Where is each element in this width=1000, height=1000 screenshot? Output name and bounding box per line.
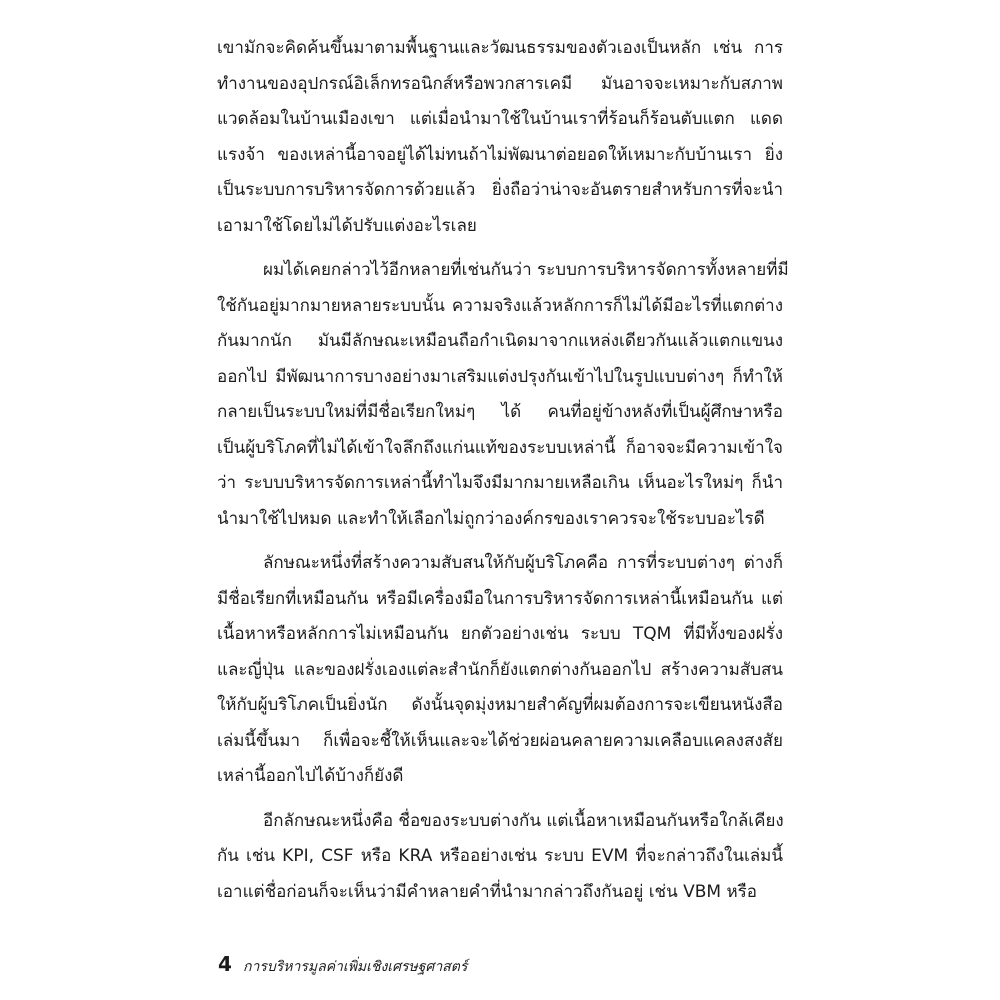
- page-footer: [218, 952, 467, 978]
- paragraph-gap: [217, 244, 783, 253]
- text-line: กัน เช่น KPI, CSF หรือ KRA หรืออย่างเช่น ระบบ EVM ที่จะกล่าวถึงในเล่มนี้: [217, 846, 783, 866]
- text-line: เล่มนี้ขึ้นมา ก็เพื่อจะชี้ให้เห็นและจะได้ช่วยผ่อนคลายความเคลือบแคลงสงสัย: [217, 730, 783, 751]
- text-line: กลายเป็นระบบใหม่ที่มีชื่อเรียกใหม่ๆ ได้ คนที่อยู่ข้างหลังที่เป็นผู้ศึกษาหรือ: [217, 402, 783, 422]
- text-line: ออกไป มีพัฒนาการบางอย่างมาเสริมแต่งปรุงกันเข้าไปในรูปแบบต่างๆ ก็ทำให้: [217, 366, 783, 387]
- text-line: เนื้อหาหรือหลักการไม่เหมือนกัน ยกตัวอย่างเช่น ระบบ TQM ที่มีทั้งของฝรั่ง: [217, 624, 783, 644]
- text-line: เหล่านี้ออกไปได้บ้างก็ยังดี: [217, 766, 404, 786]
- text-line: ทำงานของอุปกรณ์อิเล็กทรอนิกส์หรือพวกสารเคมี มันอาจจะเหมาะกับสภาพ: [217, 73, 783, 94]
- text-line: แรงจ้า ของเหล่านี้อาจอยู่ได้ไม่ทนถ้าไม่พัฒนาต่อยอดให้เหมาะกับบ้านเรา ยิ่ง: [217, 144, 783, 165]
- text-line: ให้กับผู้บริโภคเป็นยิ่งนัก ดังนั้นจุดมุ่งหมายสำคัญที่ผมต้องการจะเขียนหนังสือ: [217, 695, 783, 715]
- text-line: แวดล้อมในบ้านเมืองเขา แต่เมื่อนำมาใช้ในบ้านเราที่ร้อนก็ร้อนตับแตก แดด: [217, 109, 783, 129]
- text-line: ว่า ระบบบริหารจัดการเหล่านี้ทำไมจึงมีมากมายเหลือเกิน เห็นอะไรใหม่ๆ ก็นำ: [217, 473, 783, 493]
- text-line: ลักษณะหนึ่งที่สร้างความสับสนให้กับผู้บริโภคคือ การที่ระบบต่างๆ ต่างก็: [263, 553, 783, 573]
- text-line: เป็นระบบการบริหารจัดการด้วยแล้ว ยิ่งถือว่าน่าจะอันตรายสำหรับการที่จะนำ: [217, 180, 783, 200]
- text-line: ใช้กันอยู่มากมายหลายระบบนั้น ความจริงแล้วหลักการก็ไม่ได้มีอะไรที่แตกต่าง: [217, 295, 783, 316]
- text-line: กันมากนัก มันมีลักษณะเหมือนถือกำเนิดมาจากแหล่งเดียวกันแล้วแตกแขนง: [217, 331, 783, 351]
- body-text: [217, 31, 789, 910]
- running-title: การบริหารมูลค่าเพิ่มเชิงเศรษฐศาสตร์: [243, 959, 468, 975]
- text-line: เขามักจะคิดค้นขึ้นมาตามพื้นฐานและวัฒนธรรมของตัวเองเป็นหลัก เช่น การ: [217, 38, 783, 58]
- text-line: เป็นผู้บริโภคที่ไม่ได้เข้าใจลึกถึงแก่นแท้ของระบบเหล่านี้ ก็อาจจะมีความเข้าใจ: [217, 437, 783, 458]
- text-line: นำมาใช้ไปหมด และทำให้เลือกไม่ถูกว่าองค์กรของเราควรจะใช้ระบบอะไรดี: [217, 508, 765, 529]
- paragraph: [217, 31, 783, 244]
- text-line: เอาแต่ชื่อก่อนก็จะเห็นว่ามีคำหลายคำที่นำมากล่าวถึงกันอยู่ เช่น VBM หรือ: [217, 881, 758, 902]
- text-line: มีชื่อเรียกที่เหมือนกัน หรือมีเครื่องมือในการบริหารจัดการเหล่านี้เหมือนกัน แต่: [217, 588, 783, 609]
- paragraph-gap: [217, 537, 783, 546]
- text-line: อีกลักษณะหนึ่งคือ ชื่อของระบบต่างกัน แต่เนื้อหาเหมือนกันหรือใกล้เคียง: [263, 810, 784, 831]
- paragraph: [217, 804, 783, 911]
- paragraph-gap: [217, 795, 783, 804]
- paragraph: [217, 546, 783, 795]
- paragraph: [217, 253, 789, 537]
- text-line: ผมได้เคยกล่าวไว้อีกหลายที่เช่นกันว่า ระบบการบริหารจัดการทั้งหลายที่มี: [263, 260, 789, 280]
- text-line: เอามาใช้โดยไม่ได้ปรับแต่งอะไรเลย: [217, 215, 477, 236]
- page-number: 4: [218, 952, 232, 976]
- text-line: และญี่ปุ่น และของฝรั่งเองแต่ละสำนักก็ยังแตกต่างกันออกไป สร้างความสับสน: [217, 659, 783, 680]
